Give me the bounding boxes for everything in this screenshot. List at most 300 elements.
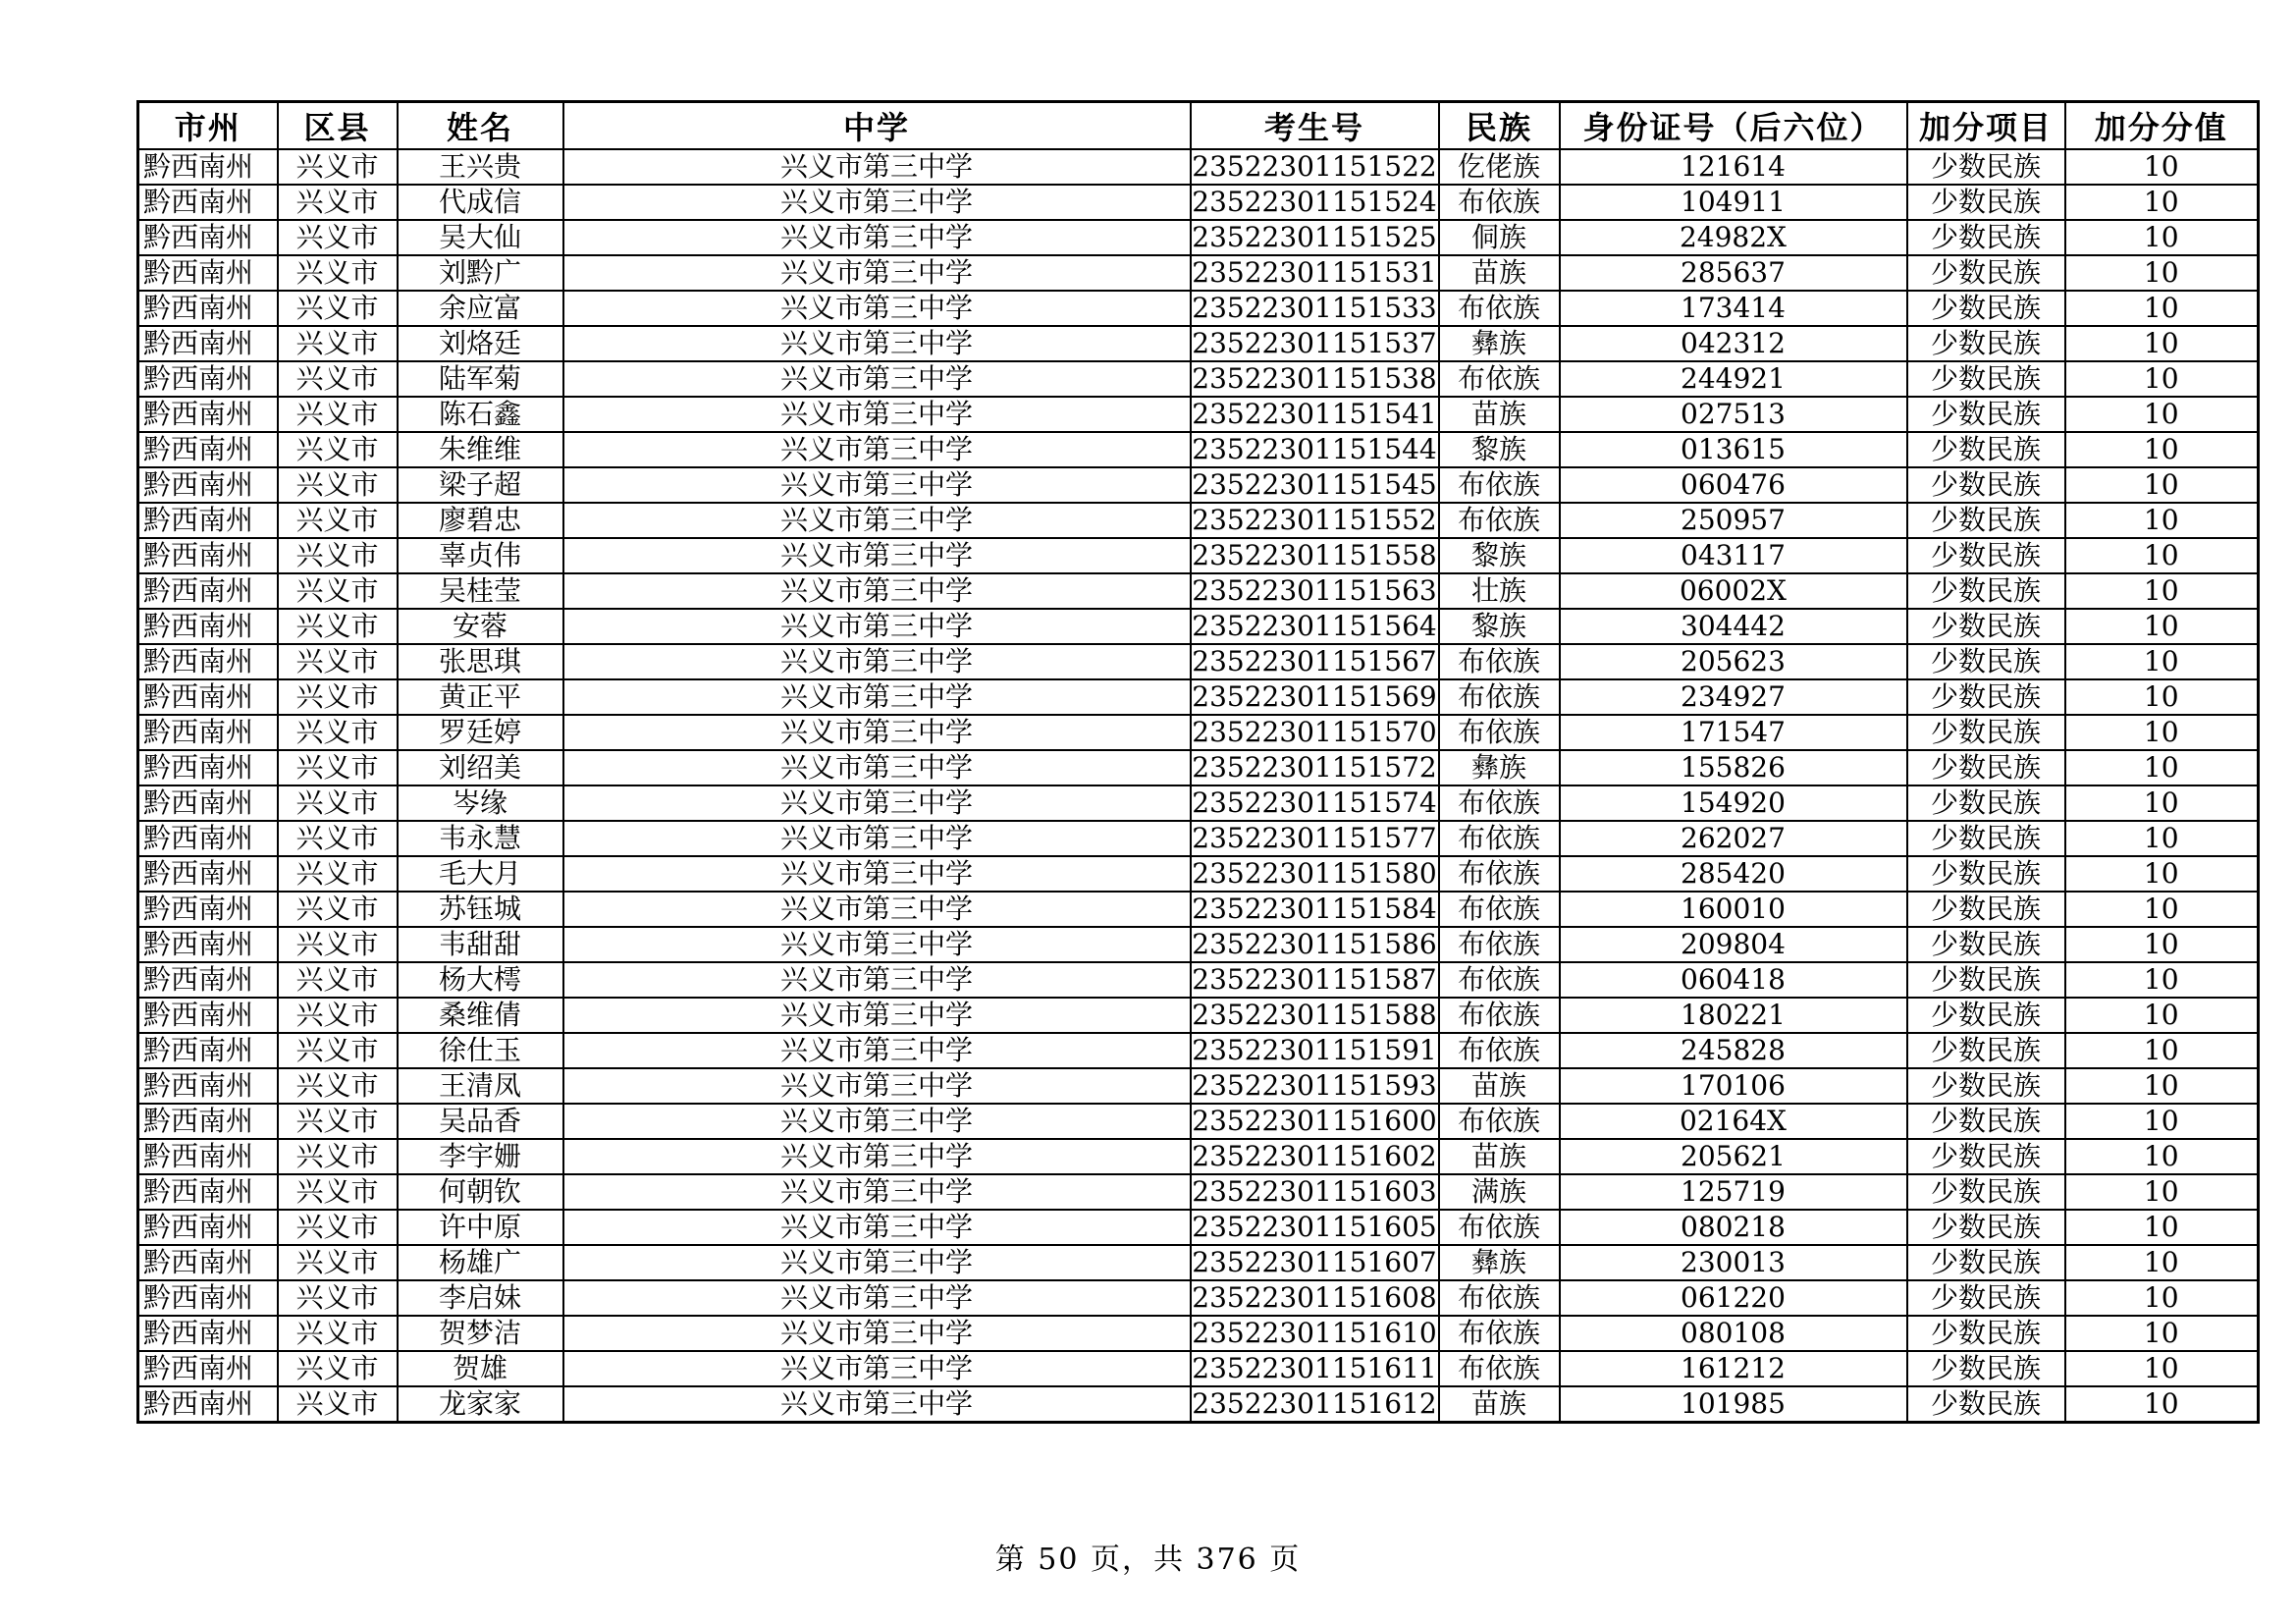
cell-bonus-points: 10 xyxy=(2065,149,2259,185)
cell-county: 兴义市 xyxy=(278,538,398,573)
cell-city: 黔西南州 xyxy=(138,149,278,185)
cell-county: 兴义市 xyxy=(278,1068,398,1104)
cell-exam-number: 23522301151588 xyxy=(1192,999,1437,1031)
cell-id-last-six: 205623 xyxy=(1560,644,1907,679)
cell-county: 兴义市 xyxy=(278,361,398,397)
cell-city: 黔西南州 xyxy=(138,291,278,326)
page-footer: 第 50 页，共 376 页 xyxy=(994,1543,1302,1577)
cell-city: 黔西南州 xyxy=(138,397,278,432)
cell-exam-number: 23522301151574 xyxy=(1192,786,1437,819)
cell-school: 兴义市第三中学 xyxy=(563,1174,1191,1210)
cell-bonus-points: 10 xyxy=(2065,1210,2259,1245)
cell-ethnicity: 布依族 xyxy=(1439,785,1560,821)
cell-ethnicity: 布依族 xyxy=(1439,927,1560,962)
cell-bonus-item: 少数民族 xyxy=(1907,503,2065,538)
table-row xyxy=(138,149,2259,185)
cell-school: 兴义市第三中学 xyxy=(563,998,1191,1033)
cell-county: 兴义市 xyxy=(278,397,398,432)
cell-city: 黔西南州 xyxy=(138,361,278,397)
cell-city: 黔西南州 xyxy=(138,1280,278,1316)
cell-bonus-item: 少数民族 xyxy=(1907,220,2065,255)
cell-county: 兴义市 xyxy=(278,927,398,962)
cell-bonus-points: 10 xyxy=(2065,326,2259,361)
cell-school: 兴义市第三中学 xyxy=(563,1033,1191,1068)
cell-id-last-six: 173414 xyxy=(1560,291,1907,326)
cell-id-last-six: 080218 xyxy=(1560,1210,1907,1245)
cell-bonus-points: 10 xyxy=(2065,1245,2259,1280)
table-row xyxy=(138,609,2259,644)
cell-bonus-item: 少数民族 xyxy=(1907,1386,2065,1423)
cell-city: 黔西南州 xyxy=(138,785,278,821)
table-row xyxy=(138,927,2259,962)
cell-exam-number: 23522301151525 xyxy=(1192,221,1437,253)
cell-school: 兴义市第三中学 xyxy=(563,1386,1191,1423)
cell-bonus-points: 10 xyxy=(2065,573,2259,609)
cell-ethnicity: 布依族 xyxy=(1439,1351,1560,1386)
cell-bonus-points: 10 xyxy=(2065,750,2259,785)
cell-bonus-points: 10 xyxy=(2065,1068,2259,1104)
cell-ethnicity: 苗族 xyxy=(1439,1068,1560,1104)
cell-name: 韦甜甜 xyxy=(398,927,563,962)
cell-bonus-points: 10 xyxy=(2065,1104,2259,1139)
col-header-bonus-item: 加分项目 xyxy=(1907,102,2065,150)
cell-bonus-points: 10 xyxy=(2065,361,2259,397)
cell-id-last-six: 160010 xyxy=(1560,892,1907,927)
cell-bonus-item: 少数民族 xyxy=(1907,821,2065,856)
cell-school: 兴义市第三中学 xyxy=(563,573,1191,609)
cell-name: 许中原 xyxy=(398,1210,563,1245)
cell-school: 兴义市第三中学 xyxy=(563,432,1191,467)
cell-name: 辜贞伟 xyxy=(398,538,563,573)
cell-id-last-six: 262027 xyxy=(1560,821,1907,856)
cell-county: 兴义市 xyxy=(278,1316,398,1351)
cell-bonus-points: 10 xyxy=(2065,1316,2259,1351)
cell-ethnicity: 黎族 xyxy=(1439,609,1560,644)
cell-bonus-item: 少数民族 xyxy=(1907,538,2065,573)
cell-name: 徐仕玉 xyxy=(398,1033,563,1068)
cell-id-last-six: 230013 xyxy=(1560,1245,1907,1280)
cell-county: 兴义市 xyxy=(278,750,398,785)
cell-bonus-item: 少数民族 xyxy=(1907,1245,2065,1280)
cell-id-last-six: 161212 xyxy=(1560,1351,1907,1386)
cell-exam-number: 23522301151580 xyxy=(1192,857,1437,890)
cell-bonus-item: 少数民族 xyxy=(1907,326,2065,361)
cell-bonus-points: 10 xyxy=(2065,927,2259,962)
cell-ethnicity: 苗族 xyxy=(1439,1386,1560,1423)
cell-exam-number: 23522301151538 xyxy=(1192,362,1437,395)
col-header-ethnicity: 民族 xyxy=(1439,102,1560,150)
cell-exam-number: 23522301151610 xyxy=(1192,1317,1437,1349)
cell-ethnicity: 布依族 xyxy=(1439,185,1560,220)
cell-name: 刘绍美 xyxy=(398,750,563,785)
cell-name: 陈石鑫 xyxy=(398,397,563,432)
table-row xyxy=(138,785,2259,821)
col-header-bonus-points: 加分分值 xyxy=(2065,102,2259,150)
cell-ethnicity: 布依族 xyxy=(1439,644,1560,679)
cell-exam-number: 23522301151524 xyxy=(1192,186,1437,218)
cell-bonus-points: 10 xyxy=(2065,856,2259,892)
table-row xyxy=(138,1280,2259,1316)
cell-school: 兴义市第三中学 xyxy=(563,255,1191,291)
col-header-id-last-six: 身份证号（后六位） xyxy=(1560,102,1907,150)
cell-id-last-six: 245828 xyxy=(1560,1033,1907,1068)
table-row xyxy=(138,1139,2259,1174)
cell-county: 兴义市 xyxy=(278,467,398,503)
cell-bonus-item: 少数民族 xyxy=(1907,1104,2065,1139)
cell-name: 张思琪 xyxy=(398,644,563,679)
cell-city: 黔西南州 xyxy=(138,326,278,361)
cell-ethnicity: 布依族 xyxy=(1439,1280,1560,1316)
cell-name: 罗廷婷 xyxy=(398,715,563,750)
table-row xyxy=(138,503,2259,538)
cell-bonus-item: 少数民族 xyxy=(1907,962,2065,998)
cell-name: 李启妹 xyxy=(398,1280,563,1316)
cell-name: 王清凤 xyxy=(398,1068,563,1104)
cell-county: 兴义市 xyxy=(278,503,398,538)
table-row xyxy=(138,185,2259,220)
cell-exam-number: 23522301151591 xyxy=(1192,1034,1437,1066)
cell-id-last-six: 180221 xyxy=(1560,998,1907,1033)
cell-school: 兴义市第三中学 xyxy=(563,1210,1191,1245)
header-row xyxy=(138,102,2259,150)
cell-ethnicity: 黎族 xyxy=(1439,538,1560,573)
cell-ethnicity: 布依族 xyxy=(1439,361,1560,397)
cell-bonus-item: 少数民族 xyxy=(1907,750,2065,785)
cell-school: 兴义市第三中学 xyxy=(563,220,1191,255)
cell-school: 兴义市第三中学 xyxy=(563,1245,1191,1280)
cell-ethnicity: 黎族 xyxy=(1439,432,1560,467)
table-row xyxy=(138,679,2259,715)
cell-ethnicity: 布依族 xyxy=(1439,1033,1560,1068)
col-header-city: 市州 xyxy=(138,102,278,150)
cell-ethnicity: 苗族 xyxy=(1439,1139,1560,1174)
table-row xyxy=(138,962,2259,998)
cell-school: 兴义市第三中学 xyxy=(563,856,1191,892)
cell-city: 黔西南州 xyxy=(138,998,278,1033)
cell-county: 兴义市 xyxy=(278,291,398,326)
cell-exam-number: 23522301151563 xyxy=(1192,574,1437,607)
cell-name: 刘烙廷 xyxy=(398,326,563,361)
cell-id-last-six: 285420 xyxy=(1560,856,1907,892)
cell-name: 廖碧忠 xyxy=(398,503,563,538)
cell-county: 兴义市 xyxy=(278,1139,398,1174)
cell-county: 兴义市 xyxy=(278,432,398,467)
cell-exam-number: 23522301151567 xyxy=(1192,645,1437,677)
cell-bonus-item: 少数民族 xyxy=(1907,892,2065,927)
cell-id-last-six: 155826 xyxy=(1560,750,1907,785)
cell-name: 余应富 xyxy=(398,291,563,326)
cell-county: 兴义市 xyxy=(278,679,398,715)
cell-bonus-item: 少数民族 xyxy=(1907,856,2065,892)
cell-school: 兴义市第三中学 xyxy=(563,1316,1191,1351)
cell-ethnicity: 苗族 xyxy=(1439,397,1560,432)
cell-bonus-item: 少数民族 xyxy=(1907,361,2065,397)
cell-ethnicity: 布依族 xyxy=(1439,715,1560,750)
cell-county: 兴义市 xyxy=(278,821,398,856)
cell-id-last-six: 171547 xyxy=(1560,715,1907,750)
cell-ethnicity: 仡佬族 xyxy=(1439,149,1560,185)
cell-ethnicity: 布依族 xyxy=(1439,1316,1560,1351)
cell-school: 兴义市第三中学 xyxy=(563,1139,1191,1174)
cell-exam-number: 23522301151577 xyxy=(1192,822,1437,854)
cell-bonus-points: 10 xyxy=(2065,432,2259,467)
cell-id-last-six: 043117 xyxy=(1560,538,1907,573)
cell-ethnicity: 布依族 xyxy=(1439,503,1560,538)
cell-county: 兴义市 xyxy=(278,1245,398,1280)
cell-bonus-points: 10 xyxy=(2065,220,2259,255)
cell-city: 黔西南州 xyxy=(138,467,278,503)
table-row xyxy=(138,1104,2259,1139)
cell-city: 黔西南州 xyxy=(138,1139,278,1174)
cell-exam-number: 23522301151544 xyxy=(1192,433,1437,465)
cell-ethnicity: 彝族 xyxy=(1439,1245,1560,1280)
cell-school: 兴义市第三中学 xyxy=(563,467,1191,503)
cell-bonus-item: 少数民族 xyxy=(1907,1316,2065,1351)
table-row xyxy=(138,397,2259,432)
cell-exam-number: 23522301151533 xyxy=(1192,292,1437,324)
cell-school: 兴义市第三中学 xyxy=(563,361,1191,397)
table-header xyxy=(138,102,2259,150)
cell-id-last-six: 125719 xyxy=(1560,1174,1907,1210)
cell-name: 梁子超 xyxy=(398,467,563,503)
cell-bonus-points: 10 xyxy=(2065,503,2259,538)
table-row xyxy=(138,1033,2259,1068)
cell-name: 贺梦洁 xyxy=(398,1316,563,1351)
cell-name: 陆军菊 xyxy=(398,361,563,397)
cell-city: 黔西南州 xyxy=(138,1386,278,1423)
cell-school: 兴义市第三中学 xyxy=(563,185,1191,220)
cell-exam-number: 23522301151522 xyxy=(1192,150,1437,183)
cell-name: 吴桂莹 xyxy=(398,573,563,609)
cell-city: 黔西南州 xyxy=(138,185,278,220)
cell-school: 兴义市第三中学 xyxy=(563,679,1191,715)
cell-exam-number: 23522301151545 xyxy=(1192,468,1437,501)
cell-bonus-points: 10 xyxy=(2065,467,2259,503)
cell-id-last-six: 080108 xyxy=(1560,1316,1907,1351)
table-row xyxy=(138,856,2259,892)
roster-table xyxy=(136,100,2260,1424)
cell-name: 黄正平 xyxy=(398,679,563,715)
cell-bonus-item: 少数民族 xyxy=(1907,291,2065,326)
cell-bonus-item: 少数民族 xyxy=(1907,185,2065,220)
cell-ethnicity: 布依族 xyxy=(1439,998,1560,1033)
table-row xyxy=(138,1351,2259,1386)
cell-ethnicity: 布依族 xyxy=(1439,856,1560,892)
cell-school: 兴义市第三中学 xyxy=(563,892,1191,927)
table-row xyxy=(138,1210,2259,1245)
cell-exam-number: 23522301151572 xyxy=(1192,751,1437,784)
cell-id-last-six: 104911 xyxy=(1560,185,1907,220)
cell-bonus-points: 10 xyxy=(2065,1139,2259,1174)
cell-school: 兴义市第三中学 xyxy=(563,1280,1191,1316)
table-row xyxy=(138,1316,2259,1351)
cell-bonus-item: 少数民族 xyxy=(1907,1174,2065,1210)
cell-exam-number: 23522301151608 xyxy=(1192,1281,1437,1314)
cell-name: 朱维维 xyxy=(398,432,563,467)
cell-bonus-item: 少数民族 xyxy=(1907,715,2065,750)
cell-id-last-six: 285637 xyxy=(1560,255,1907,291)
cell-city: 黔西南州 xyxy=(138,432,278,467)
cell-bonus-item: 少数民族 xyxy=(1907,1068,2065,1104)
cell-bonus-points: 10 xyxy=(2065,1280,2259,1316)
cell-name: 王兴贵 xyxy=(398,149,563,185)
cell-id-last-six: 121614 xyxy=(1560,149,1907,185)
cell-id-last-six: 02164X xyxy=(1560,1104,1907,1139)
cell-school: 兴义市第三中学 xyxy=(563,397,1191,432)
cell-exam-number: 23522301151552 xyxy=(1192,504,1437,536)
cell-county: 兴义市 xyxy=(278,998,398,1033)
cell-city: 黔西南州 xyxy=(138,538,278,573)
cell-name: 杨大樗 xyxy=(398,962,563,998)
cell-ethnicity: 侗族 xyxy=(1439,220,1560,255)
cell-id-last-six: 027513 xyxy=(1560,397,1907,432)
cell-bonus-points: 10 xyxy=(2065,962,2259,998)
cell-name: 岑缘 xyxy=(398,785,563,821)
cell-name: 吴品香 xyxy=(398,1104,563,1139)
cell-county: 兴义市 xyxy=(278,644,398,679)
cell-county: 兴义市 xyxy=(278,1104,398,1139)
table-row xyxy=(138,291,2259,326)
cell-school: 兴义市第三中学 xyxy=(563,715,1191,750)
cell-city: 黔西南州 xyxy=(138,750,278,785)
col-header-school: 中学 xyxy=(563,102,1191,150)
cell-county: 兴义市 xyxy=(278,1174,398,1210)
cell-exam-number: 23522301151605 xyxy=(1192,1211,1437,1243)
cell-city: 黔西南州 xyxy=(138,962,278,998)
cell-county: 兴义市 xyxy=(278,962,398,998)
cell-school: 兴义市第三中学 xyxy=(563,821,1191,856)
cell-id-last-six: 205621 xyxy=(1560,1139,1907,1174)
cell-name: 代成信 xyxy=(398,185,563,220)
cell-ethnicity: 满族 xyxy=(1439,1174,1560,1210)
cell-school: 兴义市第三中学 xyxy=(563,644,1191,679)
table-row xyxy=(138,750,2259,785)
cell-school: 兴义市第三中学 xyxy=(563,326,1191,361)
cell-exam-number: 23522301151593 xyxy=(1192,1069,1437,1102)
cell-bonus-item: 少数民族 xyxy=(1907,149,2065,185)
cell-city: 黔西南州 xyxy=(138,1351,278,1386)
cell-school: 兴义市第三中学 xyxy=(563,1351,1191,1386)
cell-name: 安蓉 xyxy=(398,609,563,644)
cell-school: 兴义市第三中学 xyxy=(563,785,1191,821)
cell-name: 吴大仙 xyxy=(398,220,563,255)
cell-city: 黔西南州 xyxy=(138,503,278,538)
cell-city: 黔西南州 xyxy=(138,1068,278,1104)
cell-exam-number: 23522301151569 xyxy=(1192,680,1437,713)
cell-county: 兴义市 xyxy=(278,1210,398,1245)
cell-county: 兴义市 xyxy=(278,715,398,750)
cell-county: 兴义市 xyxy=(278,220,398,255)
cell-bonus-points: 10 xyxy=(2065,785,2259,821)
cell-city: 黔西南州 xyxy=(138,1104,278,1139)
cell-id-last-six: 060476 xyxy=(1560,467,1907,503)
col-header-county: 区县 xyxy=(278,102,398,150)
cell-id-last-six: 154920 xyxy=(1560,785,1907,821)
cell-ethnicity: 布依族 xyxy=(1439,291,1560,326)
cell-bonus-item: 少数民族 xyxy=(1907,785,2065,821)
cell-city: 黔西南州 xyxy=(138,715,278,750)
cell-county: 兴义市 xyxy=(278,609,398,644)
cell-school: 兴义市第三中学 xyxy=(563,538,1191,573)
cell-id-last-six: 101985 xyxy=(1560,1386,1907,1423)
cell-id-last-six: 234927 xyxy=(1560,679,1907,715)
cell-school: 兴义市第三中学 xyxy=(563,149,1191,185)
cell-exam-number: 23522301151584 xyxy=(1192,893,1437,925)
cell-name: 韦永慧 xyxy=(398,821,563,856)
cell-ethnicity: 彝族 xyxy=(1439,750,1560,785)
cell-school: 兴义市第三中学 xyxy=(563,291,1191,326)
cell-exam-number: 23522301151611 xyxy=(1192,1352,1437,1384)
cell-id-last-six: 250957 xyxy=(1560,503,1907,538)
cell-bonus-points: 10 xyxy=(2065,538,2259,573)
table-row xyxy=(138,432,2259,467)
cell-exam-number: 23522301151570 xyxy=(1192,716,1437,748)
cell-bonus-item: 少数民族 xyxy=(1907,927,2065,962)
cell-ethnicity: 布依族 xyxy=(1439,962,1560,998)
cell-ethnicity: 苗族 xyxy=(1439,255,1560,291)
cell-city: 黔西南州 xyxy=(138,1033,278,1068)
cell-exam-number: 23522301151541 xyxy=(1192,398,1437,430)
cell-id-last-six: 060418 xyxy=(1560,962,1907,998)
cell-bonus-points: 10 xyxy=(2065,397,2259,432)
table-row xyxy=(138,892,2259,927)
cell-ethnicity: 布依族 xyxy=(1439,892,1560,927)
cell-name: 贺雄 xyxy=(398,1351,563,1386)
cell-name: 杨雄广 xyxy=(398,1245,563,1280)
cell-id-last-six: 24982X xyxy=(1560,220,1907,255)
cell-county: 兴义市 xyxy=(278,149,398,185)
cell-bonus-points: 10 xyxy=(2065,644,2259,679)
cell-exam-number: 23522301151564 xyxy=(1192,610,1437,642)
cell-bonus-points: 10 xyxy=(2065,892,2259,927)
table-row xyxy=(138,326,2259,361)
cell-bonus-points: 10 xyxy=(2065,679,2259,715)
cell-bonus-item: 少数民族 xyxy=(1907,255,2065,291)
cell-city: 黔西南州 xyxy=(138,927,278,962)
cell-school: 兴义市第三中学 xyxy=(563,609,1191,644)
cell-school: 兴义市第三中学 xyxy=(563,927,1191,962)
cell-exam-number: 23522301151612 xyxy=(1191,1386,1439,1423)
cell-name: 李宇姗 xyxy=(398,1139,563,1174)
cell-exam-number: 23522301151558 xyxy=(1192,539,1437,571)
cell-bonus-item: 少数民族 xyxy=(1907,1280,2065,1316)
table-row xyxy=(138,220,2259,255)
table-row xyxy=(138,1245,2259,1280)
cell-county: 兴义市 xyxy=(278,1033,398,1068)
table-row xyxy=(138,255,2259,291)
table-row xyxy=(138,467,2259,503)
cell-city: 黔西南州 xyxy=(138,1174,278,1210)
cell-name: 毛大月 xyxy=(398,856,563,892)
cell-ethnicity: 布依族 xyxy=(1439,1210,1560,1245)
table-row xyxy=(138,1174,2259,1210)
cell-ethnicity: 彝族 xyxy=(1439,326,1560,361)
cell-county: 兴义市 xyxy=(278,785,398,821)
cell-bonus-item: 少数民族 xyxy=(1907,397,2065,432)
cell-city: 黔西南州 xyxy=(138,573,278,609)
cell-exam-number: 23522301151602 xyxy=(1192,1140,1437,1172)
cell-city: 黔西南州 xyxy=(138,821,278,856)
cell-ethnicity: 布依族 xyxy=(1439,467,1560,503)
cell-exam-number: 23522301151537 xyxy=(1192,327,1437,359)
cell-county: 兴义市 xyxy=(278,185,398,220)
cell-id-last-six: 042312 xyxy=(1560,326,1907,361)
cell-bonus-item: 少数民族 xyxy=(1907,573,2065,609)
cell-bonus-points: 10 xyxy=(2065,291,2259,326)
cell-id-last-six: 013615 xyxy=(1560,432,1907,467)
cell-id-last-six: 304442 xyxy=(1560,609,1907,644)
cell-bonus-points: 10 xyxy=(2065,609,2259,644)
